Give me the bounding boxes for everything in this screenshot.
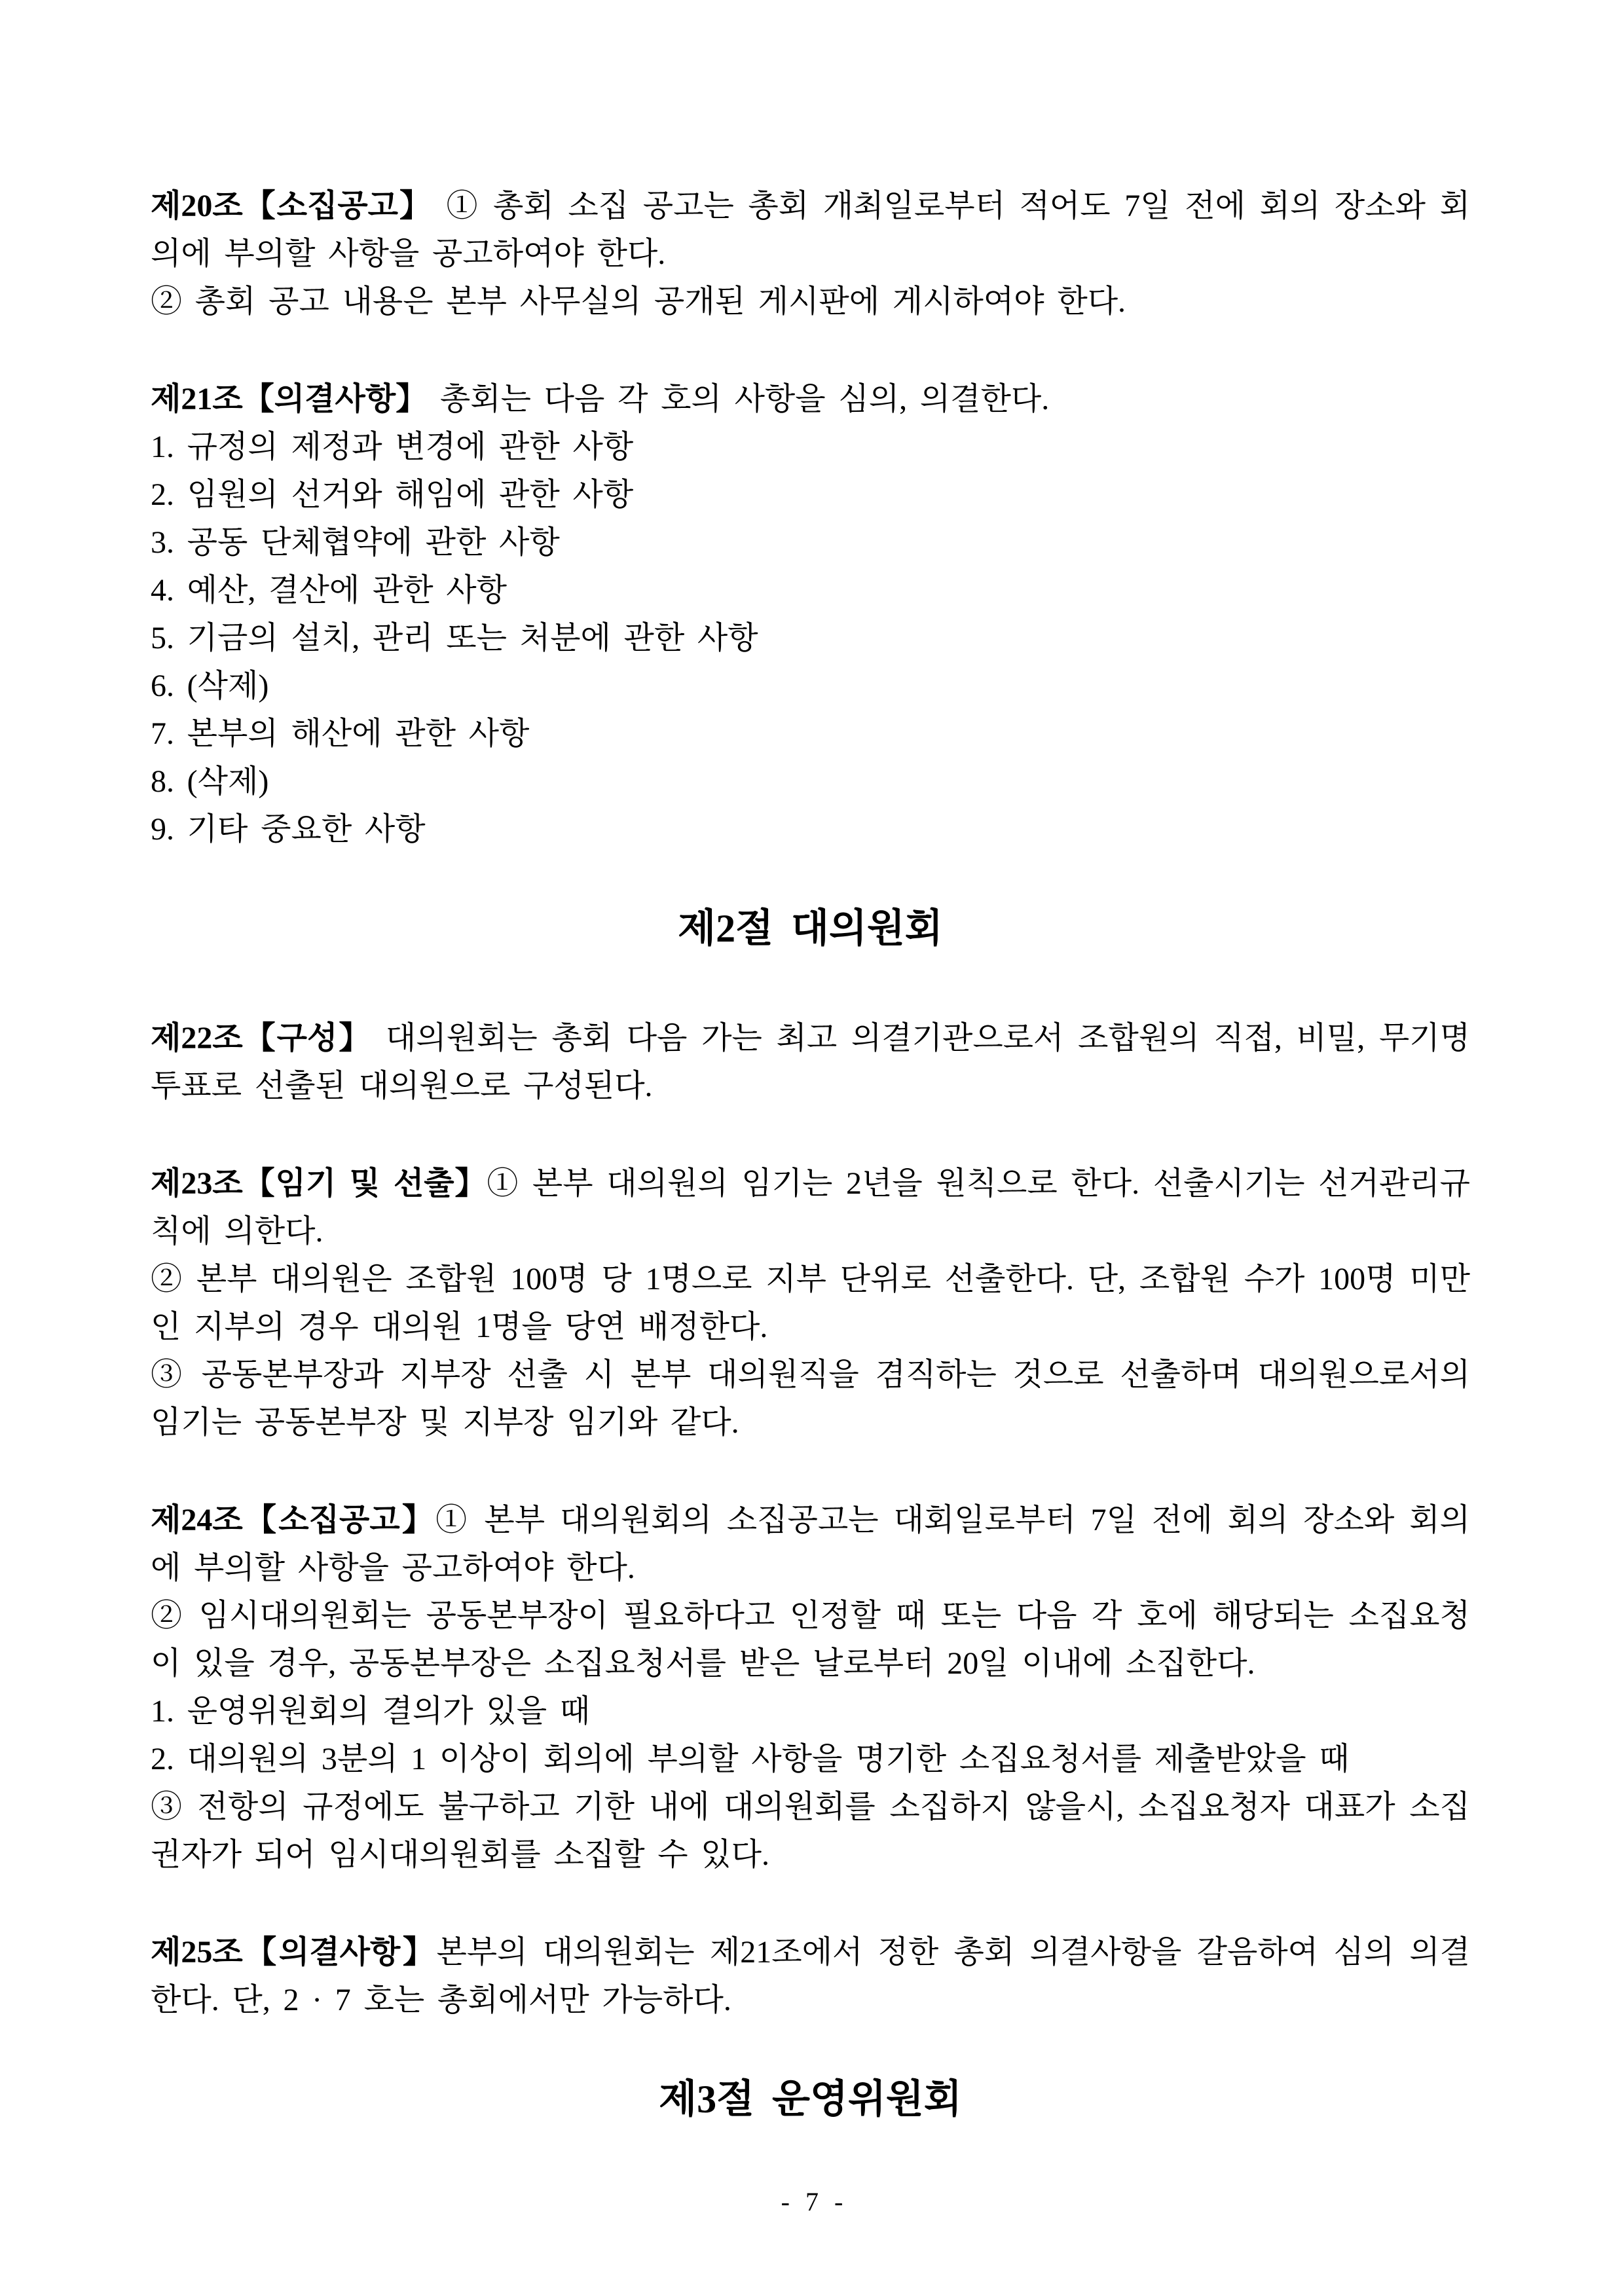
article-24-line-1 (151, 1496, 1470, 1592)
list-item: 2. 임원의 선거와 해임에 관한 사항 (151, 477, 634, 512)
list-item: 4. 예산, 결산에 관한 사항 (151, 573, 507, 608)
article-20 (151, 182, 1470, 325)
article-23-line-1 (151, 1160, 1470, 1255)
list-item: 3. 공동 단체협약에 관한 사항 (151, 525, 560, 560)
article-23-clause-1: ① 본부 대의원의 임기는 2년을 원칙으로 한다. 선출시기는 선거관리규칙에 의한다. (151, 1166, 1470, 1249)
section-heading-3: 제3절 운영위원회 (659, 2078, 962, 2121)
article-23-label: 제23조【임기 및 선출】 (151, 1166, 487, 1201)
article-24-clause-2: ② 임시대의원회는 공동본부장이 필요하다고 인정할 때 또는 다음 각 호에 해당되는 소집요청이 있을 경우, 공동본부장은 소집요청서를 받은 날로부터 20일 이내에 소집한다. (151, 1598, 1470, 1681)
list-item: 7. 본부의 해산에 관한 사항 (151, 716, 530, 751)
article-21-intro: 총회는 다음 각 호의 사항을 심의, 의결한다. (427, 382, 1050, 416)
article-20-line-1 (151, 182, 1470, 278)
article-22-label: 제22조【구성】 (151, 1021, 372, 1056)
article-23-clause-2: ② 본부 대의원은 조합원 100명 당 1명으로 지부 단위로 선출한다. 단, 조합원 수가 100명 미만인 지부의 경우 대의원 1명을 당연 배정한다. (151, 1262, 1470, 1344)
document-content (151, 182, 1470, 2135)
article-24 (151, 1496, 1470, 1879)
article-21-label: 제21조【의결사항】 (151, 382, 428, 416)
article-20-clause-1: ① 총회 소집 공고는 총회 개최일로부터 적어도 7일 전에 회의 장소와 회의에 부의할 사항을 공고하여야 한다. (151, 189, 1470, 271)
article-20-clause-2: ② 총회 공고 내용은 본부 사무실의 공개된 게시판에 게시하여야 한다. (151, 284, 1126, 319)
list-item: 1. 규정의 제정과 변경에 관한 사항 (151, 430, 634, 464)
list-item: 9. 기타 중요한 사항 (151, 812, 426, 847)
article-25-clause-1: 본부의 대의원회는 제21조에서 정한 총회 의결사항을 갈음하여 심의 의결한다. 단, 2 · 7 호는 총회에서만 가능하다. (151, 1935, 1470, 2017)
article-23-clause-3: ③ 공동본부장과 지부장 선출 시 본부 대의원직을 겸직하는 것으로 선출하며 대의원으로서의 임기는 공동본부장 및 지부장 임기와 같다. (151, 1357, 1470, 1440)
list-item: 2. 대의원의 3분의 1 이상이 회의에 부의할 사항을 명기한 소집요청서를 제출받았을 때 (151, 1742, 1350, 1776)
article-24-label: 제24조【소집공고】 (151, 1503, 436, 1537)
article-21-line-1 (151, 375, 1470, 423)
article-24-clause-3: ③ 전항의 규정에도 불구하고 기한 내에 대의원회를 소집하지 않을시, 소집요청자 대표가 소집권자가 되어 임시대의원회를 소집할 수 있다. (151, 1790, 1470, 1872)
list-item: 1. 운영위원회의 결의가 있을 때 (151, 1694, 591, 1729)
article-21 (151, 375, 1470, 853)
list-item: 6. (삭제) (151, 669, 269, 703)
article-24-clause-1: ① 본부 대의원회의 소집공고는 대회일로부터 7일 전에 회의 장소와 회의에 부의할 사항을 공고하여야 한다. (151, 1503, 1470, 1585)
list-item: 8. (삭제) (151, 764, 269, 799)
article-22-clause-1: 대의원회는 총회 다음 가는 최고 의결기관으로서 조합원의 직접, 비밀, 무기명 투표로 선출된 대의원으로 구성된다. (151, 1021, 1470, 1103)
article-22-line-1 (151, 1014, 1470, 1110)
article-25-label: 제25조【의결사항】 (151, 1935, 437, 1970)
page-footer (0, 2186, 1624, 2218)
section-heading-2: 제2절 대의원회 (678, 907, 943, 950)
article-25 (151, 1928, 1470, 2024)
list-item: 5. 기금의 설치, 관리 또는 처분에 관한 사항 (151, 621, 758, 655)
article-25-line-1 (151, 1928, 1470, 2024)
article-22 (151, 1014, 1470, 1110)
article-23 (151, 1160, 1470, 1446)
article-20-label: 제20조【소집공고】 (151, 189, 432, 223)
page-number: - 7 - (781, 2187, 843, 2216)
